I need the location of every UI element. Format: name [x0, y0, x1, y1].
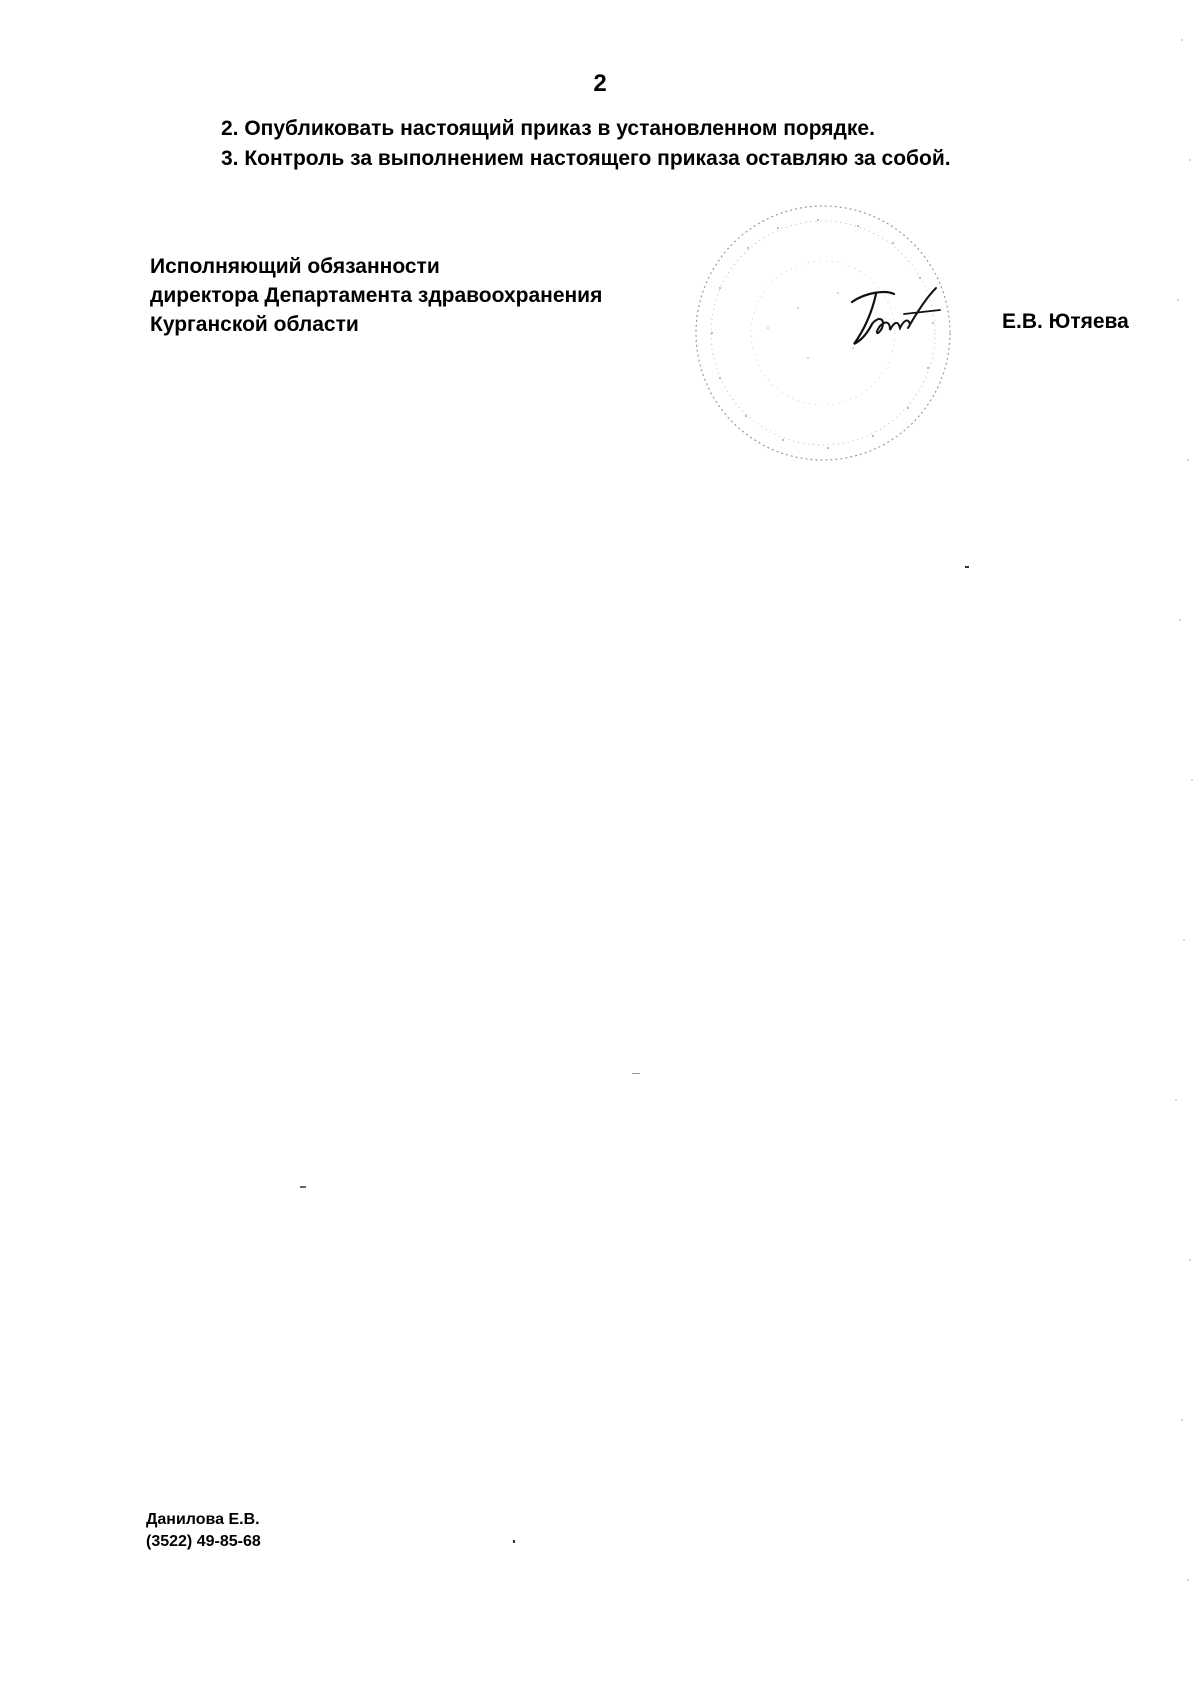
signatory-title — [150, 252, 602, 339]
order-items — [221, 114, 951, 174]
signatory-title-line: Исполняющий обязанности — [150, 255, 440, 278]
signatory-name: Е.В. Ютяева — [1002, 310, 1129, 333]
order-item-control: 3. Контроль за выполнением настоящего приказа оставляю за собой. — [221, 147, 951, 170]
scan-speck — [965, 566, 969, 568]
signatory-title-line: Курганской области — [150, 313, 359, 336]
order-item-publish: 2. Опубликовать настоящий приказ в установленном порядке. — [221, 117, 875, 140]
signatory-title-line: директора Департамента здравоохранения — [150, 284, 603, 307]
scan-speck — [632, 1073, 640, 1074]
executor-phone: (3522) 49-85-68 — [146, 1533, 261, 1550]
page-number: 2 — [593, 70, 607, 97]
scan-speck — [513, 1540, 515, 1543]
scan-speck — [300, 1186, 306, 1188]
executor-info — [146, 1509, 261, 1553]
scan-edge-noise — [1170, 0, 1200, 1696]
handwritten-signature — [846, 284, 946, 354]
executor-name: Данилова Е.В. — [146, 1511, 260, 1528]
